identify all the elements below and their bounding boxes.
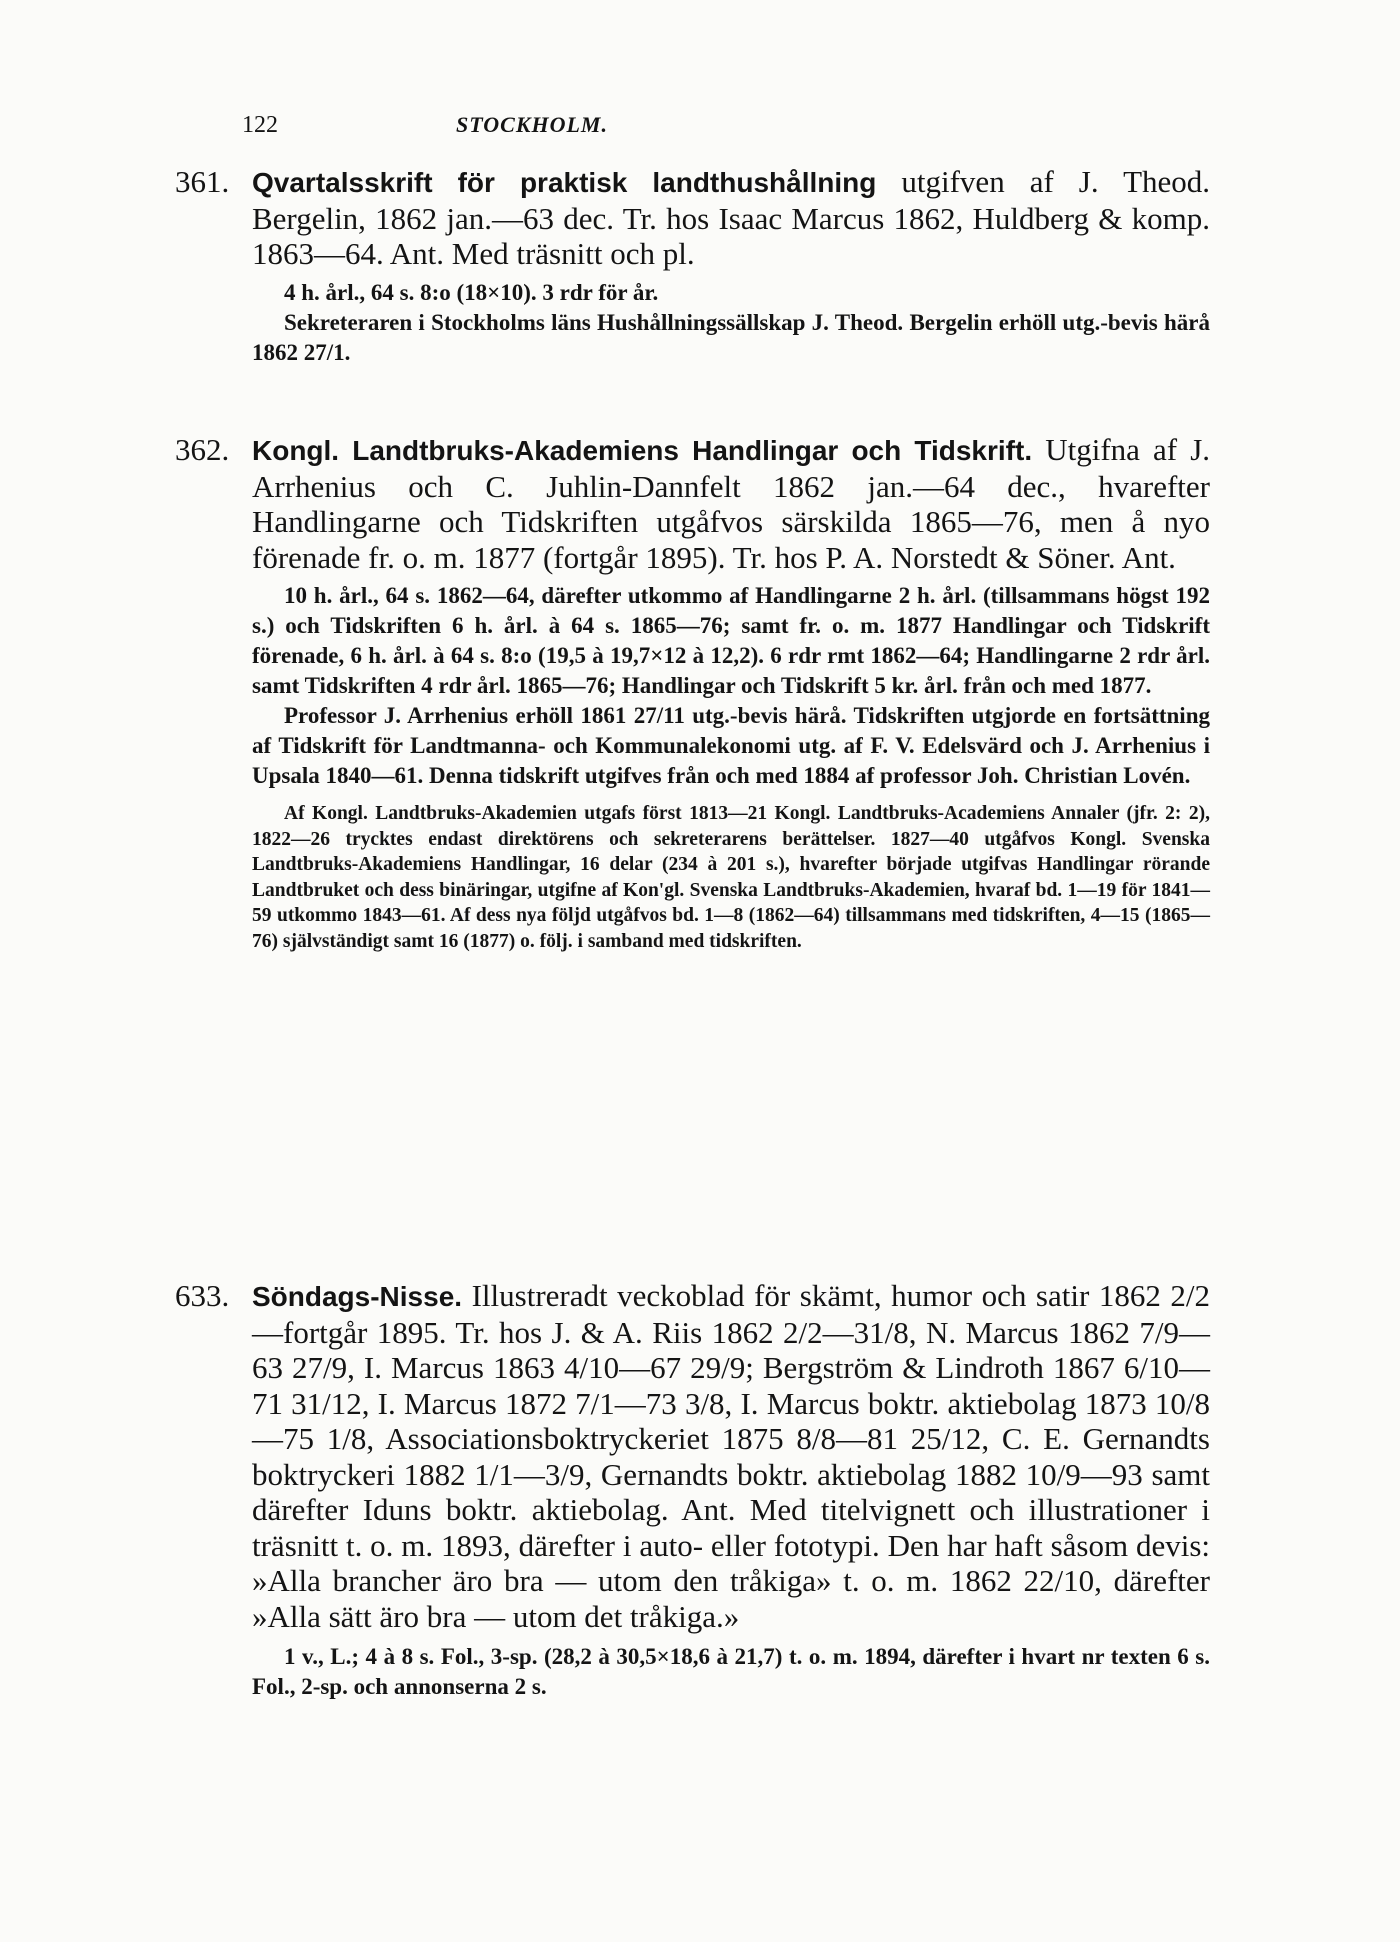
entry-title: Söndags-Nisse. bbox=[252, 1281, 463, 1312]
entry-fine-print bbox=[252, 801, 1210, 955]
entry-body: Illustreradt veckoblad för skämt, humor och satir 1862 2/2—fortgår 1895. Tr. hos J. & A. Riis 1862 2/2—31/8, N. Marcus 1862 7/9—63 27/9, I. Marcus 1863 4/10—67 29/9; Bergström & Lindroth 1867 6/10—71 31/12, I. Marcus 1872 7/1—73 3/8, I. Marcus boktr. aktiebolag 1873 10/8—75 1/8, Associationsboktryckeriet 1875 8/8—81 25/12, C. E. Gernandts boktryckeri 1882 1/1—3/9, Gernandts boktr. aktiebolag 1882 10/9—93 samt därefter Iduns boktr. aktiebolag. Ant. Med titelvignett och illustrationer i träsnitt t. o. m. 1893, därefter i auto- eller fototypi. Den har haft såsom devis: »Alla brancher äro bra — utom den tråkiga» t. o. m. 1862 22/10, därefter »Alla sätt äro bra — utom det tråkiga.» bbox=[252, 1278, 1210, 1634]
entry-362 bbox=[175, 432, 1210, 955]
entry-number: 362. bbox=[175, 432, 230, 467]
entry-title: Qvartalsskrift för praktisk landthushållning bbox=[252, 167, 877, 198]
entry-notes bbox=[252, 278, 1210, 368]
entry-notes bbox=[252, 1642, 1210, 1702]
page-number: 122 bbox=[242, 112, 278, 138]
entry-361 bbox=[175, 164, 1210, 368]
entry-main-text bbox=[252, 1278, 1210, 1634]
entry-main-text bbox=[252, 432, 1210, 575]
entry-633 bbox=[175, 1278, 1210, 1702]
entry-body: utgifven af J. Theod. Bergelin, 1862 jan.—63 dec. Tr. hos Isaac Marcus 1862, Huldberg & komp. 1863—64. Ant. Med träsnitt och pl. bbox=[252, 164, 1211, 271]
entry-note: Sekreteraren i Stockholms läns Hushållningssällskap J. Theod. Bergelin erhöll utg.-bevis härå 1862 27/1. bbox=[252, 309, 1210, 365]
running-head: STOCKHOLM. bbox=[455, 112, 608, 137]
entry-note: 4 h. årl., 64 s. 8:o (18×10). 3 rdr för år. bbox=[284, 279, 659, 305]
entry-notes bbox=[252, 581, 1210, 791]
entry-number: 361. bbox=[175, 164, 230, 199]
page-header bbox=[242, 112, 822, 152]
entry-note: Professor J. Arrhenius erhöll 1861 27/11 utg.-bevis härå. Tidskriften utgjorde en fortsättning af Tidskrift för Landtmanna- och Kommunalekonomi utg. af F. V. Edelsvärd och J. Arrhenius i Upsala 1840—61. Denna tidskrift utgifves från och med 1884 af professor Joh. Christian Lovén. bbox=[252, 703, 1210, 788]
entry-main-text bbox=[252, 164, 1210, 272]
entry-number: 633. bbox=[175, 1278, 230, 1313]
entry-body: Utgifna af J. Arrhenius och C. Juhlin-Dannfelt 1862 jan.—64 dec., hvarefter Handlingarne och Tidskriften utgåfvos särskilda 1865—76, men å nyo förenade fr. o. m. 1877 (fortgår 1895). Tr. hos P. A. Norstedt & Söner. Ant. bbox=[252, 432, 1211, 575]
entry-title: Kongl. Landtbruks-Akademiens Handlingar och Tidskrift. bbox=[252, 435, 1033, 466]
fine-print-paragraph: Af Kongl. Landtbruks-Akademien utgafs först 1813—21 Kongl. Landtbruks-Academiens Annaler (jfr. 2: 2), 1822—26 trycktes endast direktörens och sekreterarens berättelser. 1827—40 utgåfvos Kongl. Svenska Landtbruks-Akademiens Handlingar, 16 delar (234 à 201 s.), hvarefter började utgifvas Handlingar rörande Landtbruket och dess binäringar, utgifne af Kon'gl. Svenska Landtbruks-Akademien, hvaraf bd. 1—19 för 1841—59 utkommo 1843—61. Af dess nya följd utgåfvos bd. 1—8 (1862—64) tillsammans med tidskriften, 4—15 (1865—76) självständigt samt 16 (1877) o. följ. i samband med tidskriften. bbox=[252, 803, 1210, 952]
entry-note: 10 h. årl., 64 s. 1862—64, därefter utkommo af Handlingarne 2 h. årl. (tillsammans högst 192 s.) och Tidskriften 6 h. årl. à 64 s. 1865—76; samt fr. o. m. 1877 Handlingar och Tidskrift förenade, 6 h. årl. à 64 s. 8:o (19,5 à 19,7×12 à 12,2). 6 rdr rmt 1862—64; Handlingarne 2 rdr årl. samt Tidskriften 4 rdr årl. 1865—76; Handlingar och Tidskrift 5 kr. årl. från och med 1877. bbox=[252, 583, 1210, 698]
entry-note: 1 v., L.; 4 à 8 s. Fol., 3-sp. (28,2 à 30,5×18,6 à 21,7) t. o. m. 1894, därefter i hvart nr texten 6 s. Fol., 2-sp. och annonserna 2 s. bbox=[252, 1644, 1210, 1699]
